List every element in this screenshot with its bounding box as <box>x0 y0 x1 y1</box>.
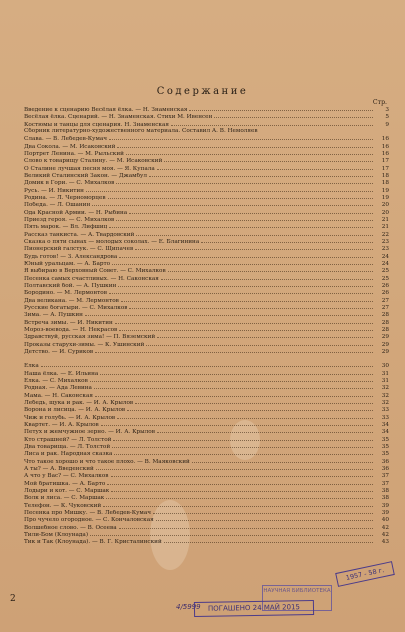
toc-entry-page: 23 <box>381 246 389 253</box>
dot-leader <box>164 538 373 543</box>
dot-leader <box>157 428 373 433</box>
dot-leader <box>115 319 373 324</box>
toc-entry <box>24 480 389 487</box>
toc-entry-page: 16 <box>381 136 389 143</box>
handwritten-inventory-number: 4/5999 <box>176 603 201 611</box>
toc-entry-title: Кто страшней? — Л. Толстой <box>24 436 112 443</box>
toc-entry-page: 40 <box>381 517 389 524</box>
toc-entry-page: 27 <box>381 297 389 304</box>
page-title: Содержание <box>156 86 249 97</box>
toc-entry <box>24 370 389 377</box>
toc-entry-page: 25 <box>381 275 389 282</box>
toc-entry <box>24 524 389 531</box>
toc-entry <box>24 165 389 172</box>
toc-entry-title: Петух и жемчужное зерно. — И. А. Крылов <box>24 429 155 436</box>
dot-leader <box>121 297 373 302</box>
toc-entry <box>24 260 389 267</box>
toc-entry-page: 31 <box>381 378 389 385</box>
dot-leader <box>116 179 373 184</box>
toc-entry <box>24 238 389 245</box>
toc-entry-title: Два товарища. — Л. Толстой <box>24 444 111 451</box>
toc-entry-page: 19 <box>381 194 389 201</box>
dot-leader <box>112 443 373 448</box>
dot-leader <box>109 289 373 294</box>
dot-leader <box>129 209 373 214</box>
toc-entry <box>24 377 389 384</box>
toc-entry-title: Здравствуй, русская зима! — П. Вяземский <box>24 334 156 341</box>
toc-entry-page: 21 <box>381 216 389 223</box>
toc-entry-page: 32 <box>381 385 389 392</box>
toc-entry-title: Русь. — И. Никитин <box>24 187 84 194</box>
toc-entry-page: 20 <box>381 202 389 209</box>
toc-entry <box>24 113 389 120</box>
toc-entry <box>24 443 389 450</box>
toc-entry-page: 43 <box>381 539 389 546</box>
dot-leader <box>101 421 373 426</box>
dot-leader <box>119 253 373 258</box>
toc-entry-page: 28 <box>381 326 389 333</box>
toc-entry <box>24 275 389 282</box>
year-stamp: 1957 - 58 г. <box>335 561 395 587</box>
toc-entry <box>24 392 389 399</box>
toc-entry <box>24 355 389 362</box>
toc-entry-page: 5 <box>385 114 389 121</box>
dot-leader <box>108 194 373 199</box>
toc-entry-page: 17 <box>381 165 389 172</box>
toc-entry-title: Ёлка <box>24 363 39 370</box>
toc-entry <box>24 465 389 472</box>
toc-entry <box>24 362 389 369</box>
toc-entry-title: Я выбираю в Верховный Совет. — С. Михалков <box>24 268 166 275</box>
toc-entry-title: Портрет Ленина. — М. Рыльский <box>24 150 124 157</box>
dot-leader <box>153 509 373 514</box>
toc-entry-title: Зима. — А. Пушкин <box>24 312 83 319</box>
toc-entry-title: Тили-Бом (Клоунада) <box>24 532 89 539</box>
dot-leader <box>85 311 373 316</box>
toc-entry-page: 35 <box>381 444 389 451</box>
toc-entry-page: 24 <box>381 253 389 260</box>
dot-leader <box>126 150 373 155</box>
toc-entry-title: Два великана. — М. Лермонтов <box>24 297 119 304</box>
toc-entry-title: Будь готов! — З. Александрова <box>24 253 118 260</box>
toc-entry-page: 37 <box>381 473 389 480</box>
dot-leader <box>135 245 373 250</box>
toc-entry-title: Родная. — Ада Левина <box>24 385 92 392</box>
toc-entry <box>24 172 389 179</box>
toc-entry-page: 18 <box>381 172 389 179</box>
toc-entry-title: Введение к сценарию Весёлая ёлка. — Н. Знаменская <box>24 107 188 113</box>
toc-entry-title: Мама. — Н. Саконская <box>24 392 93 399</box>
toc-entry-title: А что у Вас? — С. Михалков <box>24 473 109 480</box>
toc-entry <box>24 326 389 333</box>
toc-entry <box>24 502 389 509</box>
dot-leader <box>127 406 373 411</box>
toc-entry <box>24 348 389 355</box>
toc-entry-page: 32 <box>381 392 389 399</box>
toc-entry <box>24 333 389 340</box>
toc-entry-page: 26 <box>381 282 389 289</box>
dot-leader <box>95 348 373 353</box>
toc-entry-page: 35 <box>381 451 389 458</box>
toc-entry <box>24 253 389 260</box>
dot-leader <box>146 341 373 346</box>
toc-entry-title: Волк и лиса. — С. Маршак <box>24 495 105 502</box>
dot-leader <box>161 275 373 280</box>
toc-entry-title: Весёлая ёлка. Сценарий. — Н. Знаменская. Стихи М. Ивенсен <box>24 114 213 121</box>
toc-entry <box>24 311 389 318</box>
toc-entry-page: 36 <box>381 466 389 473</box>
dot-leader <box>117 414 373 419</box>
toc-entry-page: 23 <box>381 238 389 245</box>
toc-entry-page: 36 <box>381 458 389 465</box>
dot-leader <box>107 480 373 485</box>
toc-entry-title: Ворона и лисица. — И. А. Крылов <box>24 407 126 414</box>
toc-entry-title: Сборник литературно-художественного материала. Составил А. В. Немоляев <box>24 127 258 134</box>
toc-entry-title: Лиса и рак. Народная сказка <box>24 451 113 458</box>
toc-entry-page: 16 <box>381 143 389 150</box>
toc-entry-page: 35 <box>381 436 389 443</box>
dot-leader <box>171 121 373 126</box>
toc-entry <box>24 297 389 304</box>
toc-entry-title: Слава. — В. Лебедев-Кумач <box>24 136 108 143</box>
toc-entry-title: Квартет. — И. А. Крылов <box>24 422 99 429</box>
toc-entry-page: 22 <box>381 231 389 238</box>
toc-entry-page: 20 <box>381 209 389 216</box>
toc-entry <box>24 428 389 435</box>
library-stamp: НАУЧНАЯ БИБЛИОТЕКА <box>262 585 332 611</box>
toc-entry-title: Победа. — Л. Ошанин <box>24 202 91 209</box>
dot-leader <box>214 113 373 118</box>
toc-entry-page: 28 <box>381 319 389 326</box>
dot-leader <box>149 172 373 177</box>
toc-entry-page: 25 <box>381 268 389 275</box>
toc-entry <box>24 516 389 523</box>
toc-entry-title: Тик и Так (Клоунада). — В. Г. Кристалинский <box>24 539 162 546</box>
toc-entry <box>24 187 389 194</box>
toc-entry <box>24 406 389 413</box>
toc-entry <box>24 157 389 164</box>
dot-leader <box>100 370 373 375</box>
dot-leader <box>201 238 373 243</box>
toc-entry-page: 9 <box>385 121 389 128</box>
toc-entry <box>24 494 389 501</box>
toc-entry <box>24 245 389 252</box>
toc-entry-page: 38 <box>381 488 389 495</box>
toc-entry-title: Два Сокола. — М. Исаковский <box>24 143 116 150</box>
toc-entry-title: Родина. — Л. Черноморцев <box>24 194 106 201</box>
toc-entry-page: 33 <box>381 407 389 414</box>
date-stamp: ПОГАШЕНО 24 МАЙ 2015 <box>194 600 314 617</box>
toc-entry-title: Чиж и голубь. — И. А. Крылов <box>24 414 116 421</box>
toc-entry-page: 28 <box>381 312 389 319</box>
toc-entry <box>24 487 389 494</box>
toc-entry-title: Песенка про Мишку. — В. Лебедев-Кумач <box>24 510 152 517</box>
toc-entry <box>24 231 389 238</box>
toc-entry-title: Детство. — И. Суриков <box>24 348 94 355</box>
toc-entry-page: 21 <box>381 224 389 231</box>
dot-leader <box>86 187 373 192</box>
toc-entry-title: Лебедь, щука и рак. — И. А. Крылов <box>24 400 134 407</box>
dot-leader <box>119 326 373 331</box>
table-of-contents <box>24 106 389 546</box>
toc-entry-page: 38 <box>381 495 389 502</box>
toc-entry-title: Слово к товарищу Сталину. — М. Исаковский <box>24 158 163 165</box>
toc-entry-page: 29 <box>381 348 389 355</box>
toc-entry-title: Приезд героя. — С. Михалков <box>24 216 115 223</box>
toc-entry-page: 39 <box>381 502 389 509</box>
toc-entry-page: 29 <box>381 334 389 341</box>
dot-leader <box>135 399 373 404</box>
toc-entry <box>24 421 389 428</box>
toc-entry <box>24 179 389 186</box>
toc-entry <box>24 289 389 296</box>
toc-entry-page: 31 <box>381 370 389 377</box>
dot-leader <box>112 260 373 265</box>
dot-leader <box>116 216 373 221</box>
dot-leader <box>109 135 373 140</box>
toc-entry <box>24 450 389 457</box>
dot-leader <box>168 267 373 272</box>
dot-leader <box>114 450 373 455</box>
toc-entry-title: Проказы старухи-зимы. — К. Ушинский <box>24 341 145 348</box>
dot-leader <box>164 157 373 162</box>
toc-entry <box>24 106 389 113</box>
toc-entry <box>24 143 389 150</box>
dot-leader <box>90 377 373 382</box>
toc-entry <box>24 201 389 208</box>
toc-entry <box>24 472 389 479</box>
toc-entry-title: Пять марок. — Вл. Лифшиц <box>24 224 108 231</box>
toc-entry-title: Домик в Гори. — С. Михалков <box>24 180 115 187</box>
toc-entry-title: Про чучело огородное. — С. Кончаловская <box>24 517 154 524</box>
toc-entry <box>24 216 389 223</box>
toc-entry <box>24 319 389 326</box>
dot-leader <box>96 465 373 470</box>
toc-entry-title: Наша ёлка. — Е. Ильина <box>24 370 99 377</box>
dot-leader <box>157 333 373 338</box>
toc-entry-title: Великий Сталинский Закон. — Джамбул <box>24 172 147 179</box>
toc-entry-title: О Сталине лучшая песня моя. — Я. Купала <box>24 165 155 172</box>
dot-leader <box>111 472 374 477</box>
dot-leader <box>95 392 373 397</box>
toc-entry-title: Юный уральцам. — А. Барто <box>24 260 111 267</box>
toc-entry-page: 33 <box>381 414 389 421</box>
toc-entry-page: 37 <box>381 480 389 487</box>
dot-leader <box>192 458 373 463</box>
toc-entry-title: Встреча зимы. — И. Никитин <box>24 319 113 326</box>
toc-entry-page: 39 <box>381 510 389 517</box>
toc-entry-page: 34 <box>381 429 389 436</box>
toc-entry <box>24 304 389 311</box>
toc-entry <box>24 341 389 348</box>
toc-entry <box>24 209 389 216</box>
toc-entry <box>24 414 389 421</box>
toc-entry-page: 42 <box>381 532 389 539</box>
toc-entry-title: Телефон. — К. Чуковский <box>24 502 102 509</box>
toc-entry-title: Лодыри и кот. — С. Маршак <box>24 488 110 495</box>
toc-entry-page: 34 <box>381 422 389 429</box>
toc-entry <box>24 267 389 274</box>
toc-entry-page: 19 <box>381 187 389 194</box>
toc-entry-page: 26 <box>381 290 389 297</box>
toc-entry-title: Пионерский галстук. — С. Щипачев <box>24 246 134 253</box>
toc-entry-page: 18 <box>381 180 389 187</box>
dot-leader <box>157 165 373 170</box>
dot-leader <box>117 143 373 148</box>
toc-entry <box>24 128 389 135</box>
toc-entry-title: Костюмы и танцы для сценария. Н. Знаменская <box>24 121 169 128</box>
page-number: 2 <box>10 594 16 604</box>
toc-entry <box>24 399 389 406</box>
toc-entry-title: Мороз-воевода. — Н. Некрасов <box>24 326 118 333</box>
toc-entry-title: Рассказ танкиста. — А. Твардовский <box>24 231 135 238</box>
toc-entry <box>24 436 389 443</box>
dot-leader <box>119 524 373 529</box>
page-column-header: Стр. <box>372 99 387 106</box>
toc-entry <box>24 538 389 545</box>
toc-entry <box>24 282 389 289</box>
toc-entry-title: А ты? — А. Введенский <box>24 466 94 473</box>
toc-entry-title: Ода Красной Армии. — Н. Рыбина <box>24 209 128 216</box>
toc-entry-page: 16 <box>381 150 389 157</box>
dot-leader <box>106 494 373 499</box>
toc-entry-page: 42 <box>381 524 389 531</box>
dot-leader <box>113 436 373 441</box>
toc-entry-title: Песенка самых счастливых. — Н. Саконская <box>24 275 159 282</box>
toc-entry-title: Сказка о пяти сынах — молодых соколах. — Е. Благинина <box>24 238 200 245</box>
toc-entry-page: 17 <box>381 158 389 165</box>
toc-entry-page: 32 <box>381 400 389 407</box>
toc-entry <box>24 509 389 516</box>
toc-entry-page: 30 <box>381 363 389 370</box>
toc-entry-title: Ёлка. — С. Михалков <box>24 378 88 385</box>
toc-entry <box>24 223 389 230</box>
dot-leader <box>92 201 373 206</box>
toc-entry-title: Мой братишка. — А. Барто <box>24 480 106 487</box>
dot-leader <box>156 516 373 521</box>
toc-entry-title: Русские богатыри. — С. Михалков <box>24 304 128 311</box>
dot-leader <box>90 531 373 536</box>
dot-leader <box>109 223 373 228</box>
dot-leader <box>41 362 373 367</box>
dot-leader <box>103 502 373 507</box>
toc-entry <box>24 194 389 201</box>
toc-entry-title: Волшебное слово. — В. Осеева <box>24 524 117 531</box>
toc-entry-page: 3 <box>385 107 389 113</box>
toc-entry <box>24 150 389 157</box>
toc-entry <box>24 458 389 465</box>
toc-entry <box>24 384 389 391</box>
toc-entry-title: Полтавский бой. — А. Пушкин <box>24 282 117 289</box>
toc-entry-page: 24 <box>381 260 389 267</box>
dot-leader <box>94 384 373 389</box>
dot-leader <box>189 106 373 111</box>
dot-leader <box>136 231 373 236</box>
toc-entry-title: Бородино. — М. Лермонтов <box>24 290 107 297</box>
toc-entry-title: Что такое хорошо и что такое плохо. — В. Маяковский <box>24 458 190 465</box>
dot-leader <box>111 487 373 492</box>
dot-leader <box>129 304 373 309</box>
dot-leader <box>118 282 373 287</box>
toc-entry <box>24 121 389 128</box>
toc-entry <box>24 135 389 142</box>
toc-entry-page: 27 <box>381 304 389 311</box>
toc-entry <box>24 531 389 538</box>
toc-entry-page: 29 <box>381 341 389 348</box>
